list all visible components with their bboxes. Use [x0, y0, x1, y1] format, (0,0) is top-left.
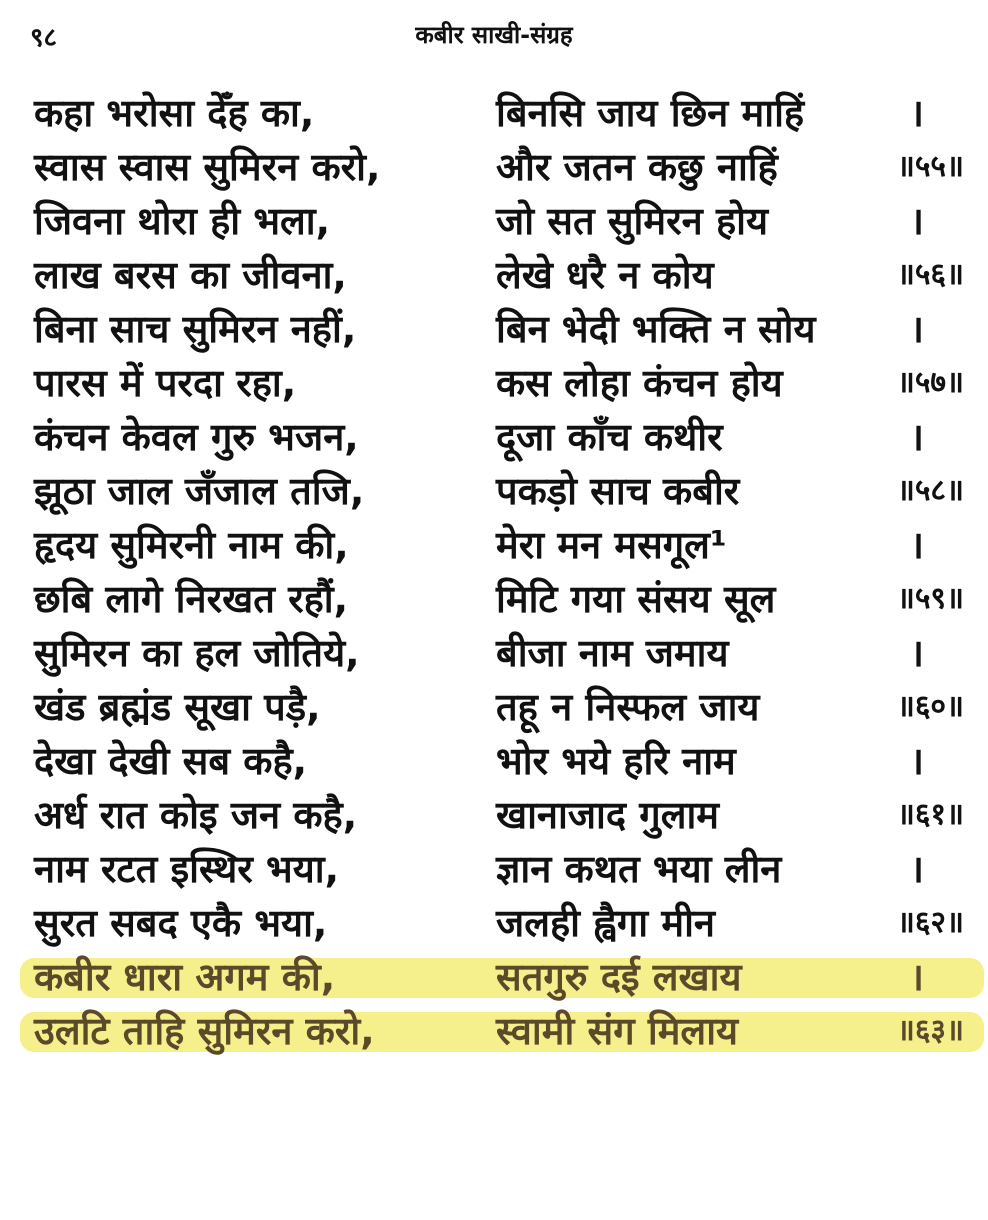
- verse-second-half: भोर भये हरि नाम: [496, 739, 736, 783]
- verse-line: [34, 464, 964, 518]
- verse-first-half: हृदय सुमिरनी नाम की,: [34, 523, 349, 567]
- verse-line: [34, 302, 964, 356]
- verse-second-half: कस लोहा कंचन होय: [496, 361, 783, 405]
- verse-first-half: कहा भरोसा देँह का,: [34, 91, 315, 135]
- verse-number: ॥६०॥: [896, 689, 964, 724]
- verse-list: [34, 86, 964, 1058]
- verse-second-half: बिनसि जाय छिन माहिं: [496, 91, 805, 135]
- verse-number: ॥५७॥: [896, 365, 964, 400]
- verse-first-half: छबि लागे निरखत रहौं,: [34, 577, 349, 621]
- verse-first-half: बिना साच सुमिरन नहीं,: [34, 307, 357, 351]
- verse-line: [34, 248, 964, 302]
- verse-second-half: और जतन कछु नाहिं: [496, 145, 778, 189]
- verse-first-half: अर्ध रात कोइ जन कहै,: [34, 793, 358, 837]
- danda-mark: ।: [909, 955, 924, 999]
- verse-line: [34, 86, 964, 140]
- verse-second-half: लेखे धरै न कोय: [496, 253, 714, 297]
- danda-mark: ।: [909, 847, 924, 891]
- verse-second-half: स्वामी संग मिलाय: [496, 1009, 739, 1053]
- verse-second-half: सतगुरु दई लखाय: [496, 955, 742, 999]
- verse-first-half: नाम रटत इस्थिर भया,: [34, 847, 340, 891]
- verse-first-half: कंचन केवल गुरु भजन,: [34, 415, 359, 459]
- verse-line: [34, 518, 964, 572]
- verse-first-half: सुरत सबद एकै भया,: [34, 901, 328, 945]
- verse-second-half: बिन भेदी भक्ति न सोय: [496, 307, 816, 351]
- verse-first-half: झूठा जाल जँजाल तजि,: [34, 469, 365, 513]
- verse-second-half: पकड़ो साच कबीर: [496, 469, 740, 513]
- danda-mark: ।: [909, 199, 924, 243]
- page-header: [30, 14, 958, 54]
- verse-line: [34, 410, 964, 464]
- verse-number: ॥६२॥: [896, 905, 964, 940]
- verse-number: ॥५९॥: [896, 581, 964, 616]
- danda-mark: ।: [909, 523, 924, 567]
- verse-second-half: तहू न निस्फल जाय: [496, 685, 760, 729]
- verse-line: [34, 680, 964, 734]
- verse-first-half: देखा देखी सब कहै,: [34, 739, 308, 783]
- verse-number: ॥५५॥: [896, 149, 964, 184]
- verse-first-half: खंड ब्रह्मंड सूखा पड़ै,: [34, 685, 321, 729]
- verse-line: [34, 950, 964, 1004]
- verse-number: ॥६३॥: [896, 1013, 964, 1048]
- verse-first-half: सुमिरन का हल जोतिये,: [34, 631, 360, 675]
- verse-line: [34, 140, 964, 194]
- verse-line: [34, 356, 964, 410]
- danda-mark: ।: [909, 739, 924, 783]
- running-title: कबीर साखी-संग्रह: [415, 21, 573, 49]
- verse-line: [34, 788, 964, 842]
- verse-second-half: बीजा नाम जमाय: [496, 631, 729, 675]
- verse-line: [34, 896, 964, 950]
- danda-mark: ।: [909, 307, 924, 351]
- verse-line: [34, 1004, 964, 1058]
- danda-mark: ।: [909, 415, 924, 459]
- verse-second-half: मेरा मन मसगूल¹: [496, 523, 727, 567]
- verse-line: [34, 194, 964, 248]
- verse-first-half: पारस में परदा रहा,: [34, 361, 297, 405]
- verse-second-half: जो सत सुमिरन होय: [496, 199, 769, 243]
- verse-first-half: लाख बरस का जीवना,: [34, 253, 347, 297]
- verse-number: ॥५६॥: [896, 257, 964, 292]
- verse-line: [34, 626, 964, 680]
- verse-first-half: कबीर धारा अगम की,: [34, 955, 336, 999]
- verse-line: [34, 734, 964, 788]
- verse-second-half: दूजा काँच कथीर: [496, 415, 723, 459]
- verse-first-half: उलटि ताहि सुमिरन करो,: [34, 1009, 375, 1053]
- verse-second-half: खानाजाद गुलाम: [496, 793, 720, 837]
- verse-second-half: जलही ह्वैगा मीन: [496, 901, 716, 945]
- verse-first-half: स्वास स्वास सुमिरन करो,: [34, 145, 381, 189]
- verse-second-half: ज्ञान कथत भया लीन: [496, 847, 782, 891]
- danda-mark: ।: [909, 91, 924, 135]
- verse-line: [34, 842, 964, 896]
- verse-number: ॥६१॥: [896, 797, 964, 832]
- verse-first-half: जिवना थोरा ही भला,: [34, 199, 331, 243]
- verse-number: ॥५८॥: [896, 473, 964, 508]
- verse-second-half: मिटि गया संसय सूल: [496, 577, 776, 621]
- page-number: ९८: [30, 23, 58, 53]
- verse-line: [34, 572, 964, 626]
- danda-mark: ।: [909, 631, 924, 675]
